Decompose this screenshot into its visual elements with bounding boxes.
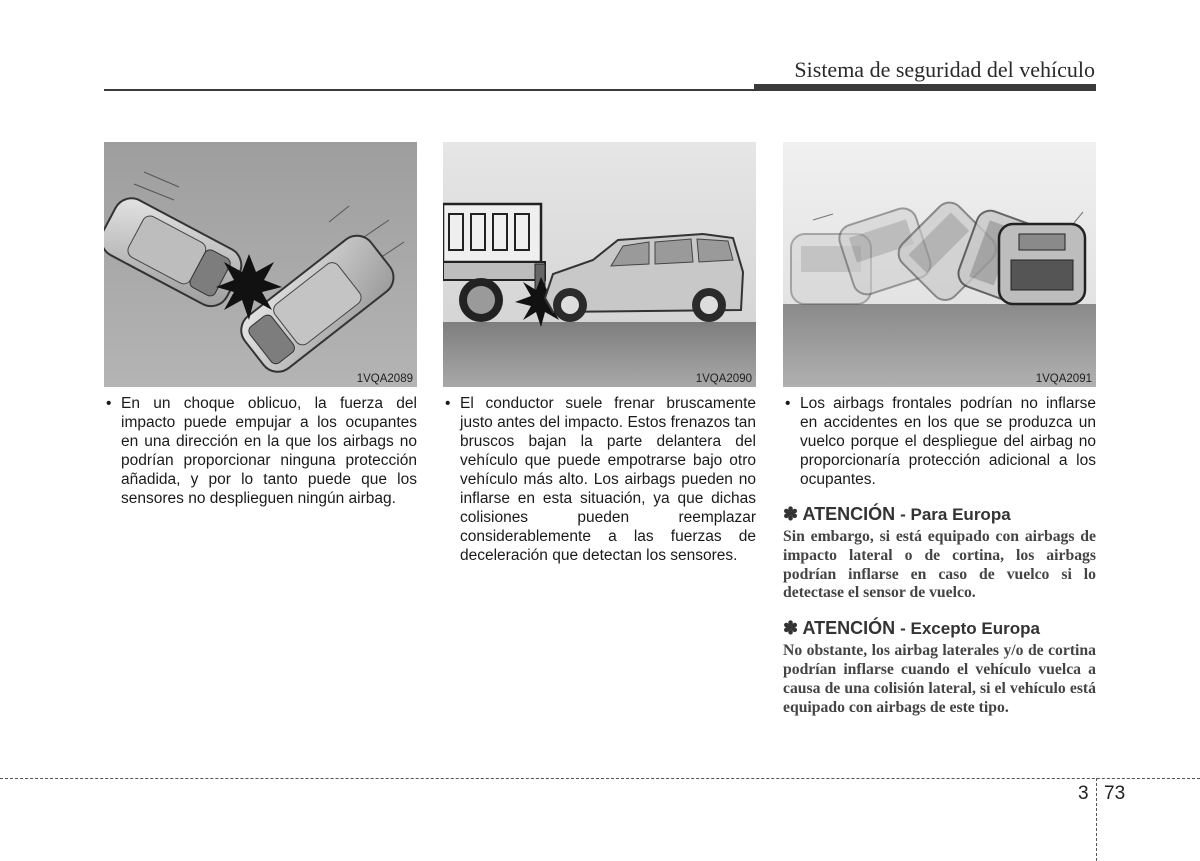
figure-code: 1VQA2089 [356, 373, 413, 385]
warning-body: Sin embargo, si está equipado con airbags de impacto lateral o de cortina, los airbags podrían inflarse en caso de vuelco si lo detectase el sensor de vuelco. [783, 528, 1096, 602]
section-title: Sistema de seguridad del vehículo [794, 57, 1095, 82]
warning-subtitle: - Excepto Europa [900, 619, 1040, 639]
bullet-marker: • [445, 395, 451, 412]
bullet-text: Los airbags frontales podrían no inflarse en accidentes en los que se produzca un vuelco porque el despliegue del airbag no proporcionaría protección adicional a los ocupantes. [800, 395, 1096, 488]
page-number: 73 [1104, 783, 1126, 804]
warning-title [783, 617, 1096, 640]
figure-code: 1VQA2090 [695, 373, 752, 385]
bullet-marker: • [106, 395, 112, 412]
bullet-text: En un choque oblicuo, la fuerza del impacto puede empujar a los ocupantes en una dirección en la que los airbags no podrían proporcionar ninguna protección añadida, y por lo tanto puede que los sensores no desplieguen ningún airbag. [121, 395, 417, 507]
warning-except-europe [783, 617, 1096, 717]
warning-label: ATENCIÓN [802, 618, 896, 639]
header-rule [104, 89, 754, 91]
footer-rule [0, 778, 1200, 779]
figure-code: 1VQA2091 [1035, 373, 1092, 385]
column-oblique-collision [104, 142, 417, 508]
warning-label: ATENCIÓN [802, 504, 896, 524]
warning-title [783, 503, 1096, 526]
column-underride-collision [443, 142, 756, 565]
warning-europe [783, 503, 1096, 603]
rollover-sequence-illustration-art [783, 142, 1096, 387]
warning-body: No obstante, los airbag laterales y/o de cortina podrían inflarse cuando el vehículo vuelca a causa de una colisión lateral, si el vehículo está equipado con airbags de este tipo. [783, 642, 1096, 716]
section-number: 3 [1078, 783, 1089, 804]
list-item [783, 394, 1096, 489]
column-rollover [783, 142, 1096, 717]
warning-subtitle: - Para Europa [900, 505, 1011, 524]
underride-truck-collision-illustration [443, 142, 756, 387]
underride-truck-collision-illustration-art [443, 142, 756, 387]
bullet-text: El conductor suele frenar bruscamente justo antes del impacto. Estos frenazos tan bruscos bajan la parte delantera del vehículo que puede empotrarse bajo otro vehículo más alto. Los airbags pueden no inflarse en esta situación, ya que dichas colisiones pueden reemplazar considerablemente a las fuerzas de deceleración que detectan los sensores. [460, 395, 756, 564]
rollover-sequence-illustration [783, 142, 1096, 387]
bullet-marker: • [785, 395, 791, 412]
footer-divider [1096, 778, 1097, 861]
header-rule-accent [754, 84, 1096, 91]
list-item [443, 394, 756, 565]
asterisk-icon: ✽ [783, 504, 799, 524]
oblique-collision-illustration [104, 142, 417, 387]
oblique-collision-illustration-art [104, 142, 417, 387]
asterisk-icon: ✽ [783, 618, 799, 639]
list-item [104, 394, 417, 508]
